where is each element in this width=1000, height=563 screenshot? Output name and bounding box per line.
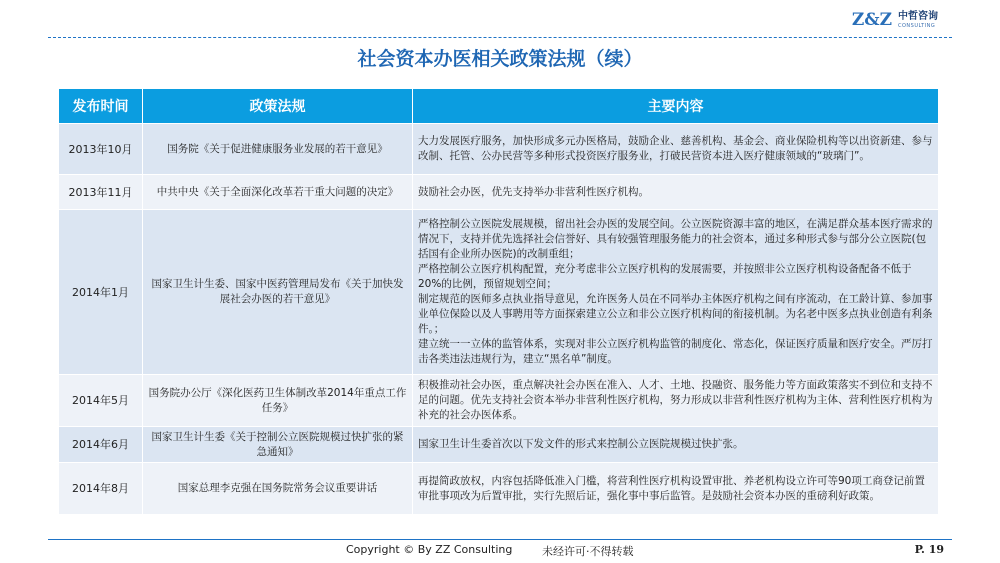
row-content — [413, 124, 939, 175]
table-row — [59, 463, 939, 515]
row-content — [413, 175, 939, 210]
content-line: 积极推动社会办医，重点解决社会办医在准入、人才、土地、投融资、服务能力等方面政策落实不到位和支持不足的问题。优先支持社会资本举办非营利性医疗机构，努力形成以非营利性医疗机构为主体、营利性医疗机构为补充的社会办医体系。 — [418, 379, 933, 421]
row-date: 2014年8月 — [59, 463, 143, 515]
content-line: 再提简政放权，内容包括降低准入门槛，将营利性医疗机构设置审批、养老机构设立许可等90项工商登记前置审批事项改为后置审批，实行先照后证，强化事中事后监管。是鼓励社会资本办医的重磅利好政策。 — [418, 474, 925, 502]
row-policy: 国务院办公厅《深化医药卫生体制改革2014年重点工作任务》 — [143, 375, 413, 427]
footer-divider — [48, 539, 952, 540]
content-line: 鼓励社会办医，优先支持举办非营利性医疗机构。 — [418, 185, 649, 198]
header-content: 主要内容 — [413, 89, 939, 124]
row-policy: 国家卫生计生委、国家中医药管理局发布《关于加快发展社会办医的若干意见》 — [143, 210, 413, 375]
policy-table — [58, 88, 939, 515]
row-date: 2013年11月 — [59, 175, 143, 210]
row-date: 2014年1月 — [59, 210, 143, 375]
copyright-text: Copyright © By ZZ Consulting — [346, 543, 513, 556]
row-policy: 国家卫生计生委《关于控制公立医院规模过快扩张的紧急通知》 — [143, 427, 413, 463]
logo-text — [898, 12, 938, 29]
content-line: 严格控制公立医疗机构配置，充分考虑非公立医疗机构的发展需要，并按照非公立医疗机构设备配备不低于20%的比例，预留规划空间； — [418, 263, 912, 290]
content-line: 严格控制公立医院发展规模，留出社会办医的发展空间。公立医院资源丰富的地区，在满足群众基本医疗需求的情况下，支持并优先选择社会信誉好、具有较强管理服务能力的社会资本，通过多种形式参与部分公立医院(包括国有企业所办医院)的改制重组； — [418, 218, 933, 260]
content-line: 国家卫生计生委首次以下发文件的形式来控制公立医院规模过快扩张。 — [418, 438, 744, 450]
table-row — [59, 210, 939, 375]
logo-english-name: CONSULTING — [898, 22, 936, 29]
header-divider — [48, 37, 952, 38]
row-policy: 中共中央《关于全面深化改革若干重大问题的决定》 — [143, 175, 413, 210]
row-date: 2014年5月 — [59, 375, 143, 427]
content-line: 建立统一一立体的监管体系，实现对非公立医疗机构监管的制度化、常态化，保证医疗质量和医疗安全。严厉打击各类违法违规行为，建立“黑名单”制度。 — [418, 338, 933, 365]
table-row — [59, 124, 939, 175]
content-line: 大力发展医疗服务，加快形成多元办医格局，鼓励企业、慈善机构、基金会、商业保险机构等以出资新建、参与改制、托管、公办民营等多种形式投资医疗服务业，打破民营资本进入医疗健康领域的“玻璃门”。 — [418, 135, 933, 162]
row-content — [413, 427, 939, 463]
company-logo — [852, 8, 938, 32]
table-row — [59, 175, 939, 210]
content-line: 制定规范的医师多点执业指导意见，允许医务人员在不同举办主体医疗机构之间有序流动，在工龄计算、参加事业单位保险以及人事聘用等方面探索建立公立和非公立医疗机构间的衔接机制。为名老中医多点执业创造有利条件。； — [418, 293, 933, 335]
header-policy: 政策法规 — [143, 89, 413, 124]
header-date: 发布时间 — [59, 89, 143, 124]
row-content — [413, 463, 939, 515]
row-date: 2014年6月 — [59, 427, 143, 463]
table-row — [59, 375, 939, 427]
page-number: P. 19 — [914, 543, 944, 556]
logo-chinese-name: 中哲咨询 — [898, 10, 938, 22]
row-policy: 国家总理李克强在国务院常务会议重要讲话 — [143, 463, 413, 515]
logo-mark: Z&Z — [851, 10, 892, 30]
table-row — [59, 427, 939, 463]
page-title: 社会资本办医相关政策法规（续） — [357, 48, 643, 70]
row-date: 2013年10月 — [59, 124, 143, 175]
row-content — [413, 375, 939, 427]
reprint-notice: 未经许可·不得转载 — [542, 545, 634, 558]
table-header-row — [59, 89, 939, 124]
row-content — [413, 210, 939, 375]
row-policy: 国务院《关于促进健康服务业发展的若干意见》 — [143, 124, 413, 175]
